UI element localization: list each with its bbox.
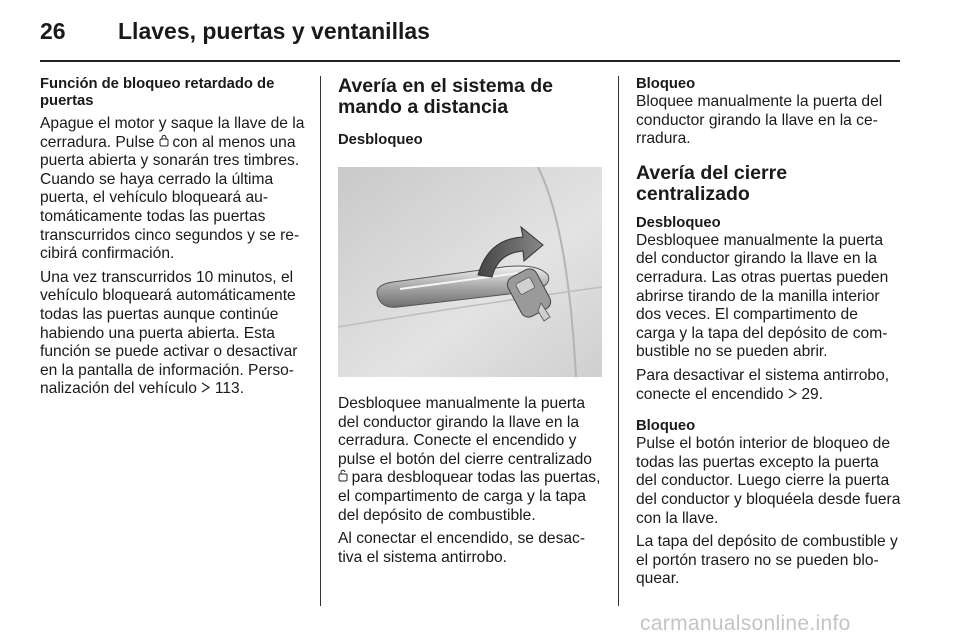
text-segment: Para desactivar el sistema antirrobo, conecte el encendido (636, 366, 890, 403)
page-reference-icon (201, 381, 215, 396)
text-segment: Una vez transcurridos 10 minutos, el vehículo bloqueará automáticamente todas las puertas aunque continúe habiendo una puerta abierta. Esta función se puede activar o desactivar en la pantalla de información. Personalización del vehículo (40, 268, 298, 398)
text-segment: Desbloquee manualmente la puerta del conductor girando la llave en la cerradura. Conecte el encendido y pulse el botón del cierre centralizado (338, 395, 592, 468)
page-header (40, 18, 900, 50)
column-2 (338, 76, 603, 572)
remote-unlock-paragraph-1 (338, 395, 603, 525)
central-lock-fault-heading: Avería del cierre centralizado (636, 161, 788, 205)
page-reference-number: 29. (801, 385, 824, 403)
delayed-lock-heading: Función de bloqueo retardado de puertas (40, 76, 275, 109)
column-divider-2 (618, 76, 619, 606)
delayed-lock-paragraph-2 (40, 269, 305, 399)
unlock-subheading: Desbloqueo (338, 132, 423, 148)
lock-subheading-2: Bloqueo (636, 418, 696, 435)
watermark: carmanualsonline.info (640, 612, 851, 635)
manual-lock-paragraph: Bloquee manualmente la puerta del conductor girando la llave en la cerradura. (636, 93, 883, 148)
page-title: Llaves, puertas y ventanillas (118, 18, 430, 44)
text-segment: con al menos una puerta abierta y sonarán tres timbres. Cuando se haya cerrado la última puerta, el vehículo bloqueará automáticamente todas las puertas transcurridos cinco segundos y se recibirá confirmación. (40, 133, 300, 263)
page-reference-number: 113. (214, 380, 245, 398)
header-divider (40, 60, 900, 62)
remote-unlock-paragraph-2: Al conectar el encendido, se desactiva el sistema antirrobo. (338, 530, 586, 566)
unlock-icon (338, 470, 352, 485)
column-divider-1 (320, 76, 321, 606)
door-handle-key-illustration (338, 167, 602, 377)
column-1 (40, 76, 305, 404)
remote-fault-heading: Avería en el sistema de mando a distancia (338, 75, 553, 118)
lock-icon (159, 135, 173, 150)
interior-lock-paragraph: Pulse el botón interior de bloqueo de todas las puertas excepto la puerta del conductor. Luego cierre la puerta del conductor y bloquéela desde fuera con la llave. (636, 435, 901, 527)
fuel-door-paragraph: La tapa del depósito de combustible y el portón trasero no se pueden bloquear. (636, 533, 898, 588)
antitheft-paragraph (636, 367, 901, 404)
page-number: 26 (40, 18, 66, 44)
text-segment: para desbloquear todas las puertas, el compartimento de carga y la tapa del depósito de combustible. (338, 469, 601, 524)
page-reference-icon (788, 387, 802, 402)
delayed-lock-paragraph-1 (40, 115, 305, 264)
text-segment: Apague el motor y saque la llave de la cerradura. Pulse (40, 115, 305, 151)
lock-subheading: Bloqueo (636, 76, 696, 92)
manual-unlock-paragraph: Desbloquee manualmente la puerta del conductor girando la llave en la cerradura. Las otras puertas pueden abrirse tirando de la manilla interior dos veces. El compartimento de carga y la tapa del depósito de combustible no se pueden abrir. (636, 231, 889, 361)
unlock-subheading-2: Desbloqueo (636, 214, 721, 231)
column-3 (636, 76, 901, 594)
